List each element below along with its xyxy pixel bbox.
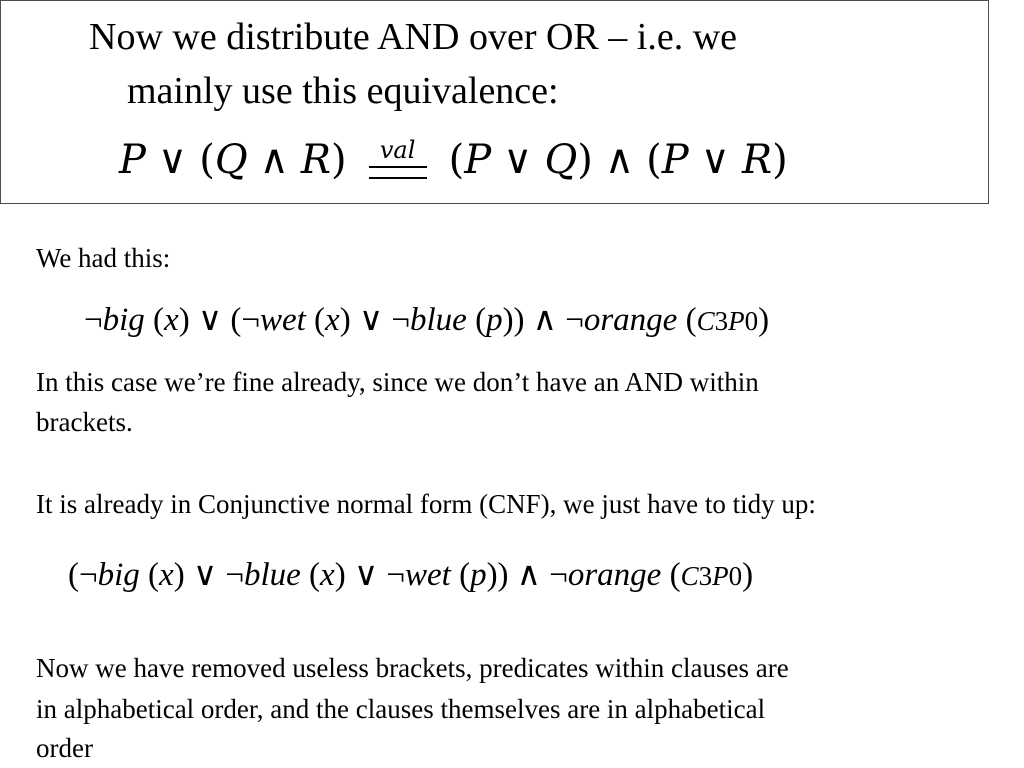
formula-token: p bbox=[486, 302, 503, 338]
formula-token: P bbox=[728, 306, 745, 336]
formula-token: ∧ bbox=[532, 302, 557, 338]
formula-token: ) bbox=[758, 302, 770, 338]
formula-symbol: ) bbox=[577, 137, 593, 183]
formula-token: ( bbox=[450, 557, 471, 593]
formula-token: ( bbox=[661, 557, 681, 593]
formula-symbol: ∨ bbox=[157, 137, 188, 183]
formula-symbol: P bbox=[119, 137, 146, 183]
formula-token: x bbox=[159, 557, 174, 593]
formula-token: )) bbox=[502, 302, 533, 338]
formula-token: 0 bbox=[744, 306, 759, 336]
title-box bbox=[0, 0, 989, 204]
formula-token: ¬ bbox=[391, 302, 410, 338]
formula-token: wet bbox=[404, 557, 451, 593]
formula-token: ( bbox=[466, 302, 487, 338]
formula-symbol: ∧ bbox=[259, 137, 289, 183]
formula-token: C bbox=[696, 306, 715, 336]
formula-symbol: ) bbox=[331, 137, 347, 183]
paragraph-3-line-1: Now we have removed useless brackets, predicates within clauses are bbox=[36, 653, 789, 683]
formula-token: x bbox=[325, 302, 340, 338]
formula-symbol: ∧ bbox=[604, 137, 635, 183]
paragraph-1-line-1: In this case we’re fine already, since we don’t have an AND within bbox=[36, 367, 759, 397]
formula-token: 3 bbox=[714, 306, 729, 336]
formula-symbol: ( bbox=[199, 137, 215, 183]
paragraph-1-line-2: brackets. bbox=[36, 407, 133, 437]
formula-symbol: Q bbox=[544, 137, 578, 183]
formula-token: ( bbox=[144, 302, 165, 338]
formula-token: blue bbox=[409, 302, 467, 338]
formula-token: ) bbox=[742, 557, 754, 593]
formula-symbol: ( bbox=[448, 137, 465, 183]
formula-token: big bbox=[102, 302, 145, 338]
formula-token: ∨ bbox=[189, 302, 231, 338]
formula-token: ¬ bbox=[225, 557, 244, 593]
formula-token: x bbox=[164, 302, 179, 338]
formula-token: P bbox=[712, 561, 729, 591]
paragraph-2: It is already in Conjunctive normal form (CNF), we just have to tidy up: bbox=[36, 489, 816, 519]
title-line-1: Now we distribute AND over OR – i.e. we bbox=[89, 16, 738, 58]
formula-token: ∨ bbox=[184, 557, 226, 593]
formula-symbol: P bbox=[464, 137, 492, 183]
formula-token: C bbox=[680, 561, 699, 591]
formula-token: ) bbox=[334, 557, 346, 593]
formula-token: ) bbox=[178, 302, 190, 338]
formula-token: 3 bbox=[698, 561, 713, 591]
formula-token: ¬ bbox=[84, 302, 103, 338]
formula-token: wet bbox=[259, 302, 306, 338]
formula-token: ∨ bbox=[350, 302, 392, 338]
double-bar bbox=[369, 166, 427, 179]
formula-symbol: ∨ bbox=[700, 137, 730, 183]
formula-token: p bbox=[470, 557, 487, 593]
formula-symbol: Q bbox=[214, 137, 248, 183]
formula-symbol: ∨ bbox=[503, 137, 533, 183]
formula-symbol: R bbox=[741, 137, 773, 183]
formula-token: ) bbox=[339, 302, 351, 338]
title-line-2: mainly use this equivalence: bbox=[127, 70, 559, 112]
formula-symbol: ( bbox=[646, 137, 662, 183]
formula-token: ¬ bbox=[540, 557, 568, 593]
formula-symbol: P bbox=[661, 137, 689, 183]
formula-token: ( bbox=[139, 557, 160, 593]
tidied-formula bbox=[68, 553, 753, 598]
we-had-this-label: We had this: bbox=[36, 243, 171, 273]
formula-symbol: R bbox=[300, 137, 332, 183]
formula-symbol: ) bbox=[772, 137, 788, 183]
original-formula bbox=[84, 298, 769, 343]
formula-token: ∧ bbox=[516, 557, 541, 593]
formula-token: x bbox=[320, 557, 335, 593]
formula-token: (¬ bbox=[68, 557, 98, 593]
formula-token: )) bbox=[486, 557, 517, 593]
formula-token: big bbox=[97, 557, 140, 593]
val-equivalence-sign bbox=[369, 138, 427, 179]
paragraph-3-line-3: order bbox=[36, 733, 93, 763]
formula-token: ) bbox=[173, 557, 185, 593]
paragraph-3-line-2: in alphabetical order, and the clauses themselves are in alphabetical bbox=[36, 694, 766, 724]
formula-token: orange bbox=[583, 302, 678, 338]
formula-token: ∨ bbox=[345, 557, 387, 593]
formula-token: ( bbox=[300, 557, 321, 593]
formula-token: blue bbox=[243, 557, 301, 593]
distributive-law-formula bbox=[119, 127, 788, 193]
formula-token: (¬ bbox=[230, 302, 260, 338]
formula-token: ( bbox=[677, 302, 697, 338]
formula-token: 0 bbox=[728, 561, 743, 591]
formula-token: ¬ bbox=[556, 302, 584, 338]
formula-token: ( bbox=[305, 302, 326, 338]
formula-token: ¬ bbox=[386, 557, 405, 593]
formula-token: orange bbox=[567, 557, 662, 593]
val-label: val bbox=[379, 136, 416, 164]
